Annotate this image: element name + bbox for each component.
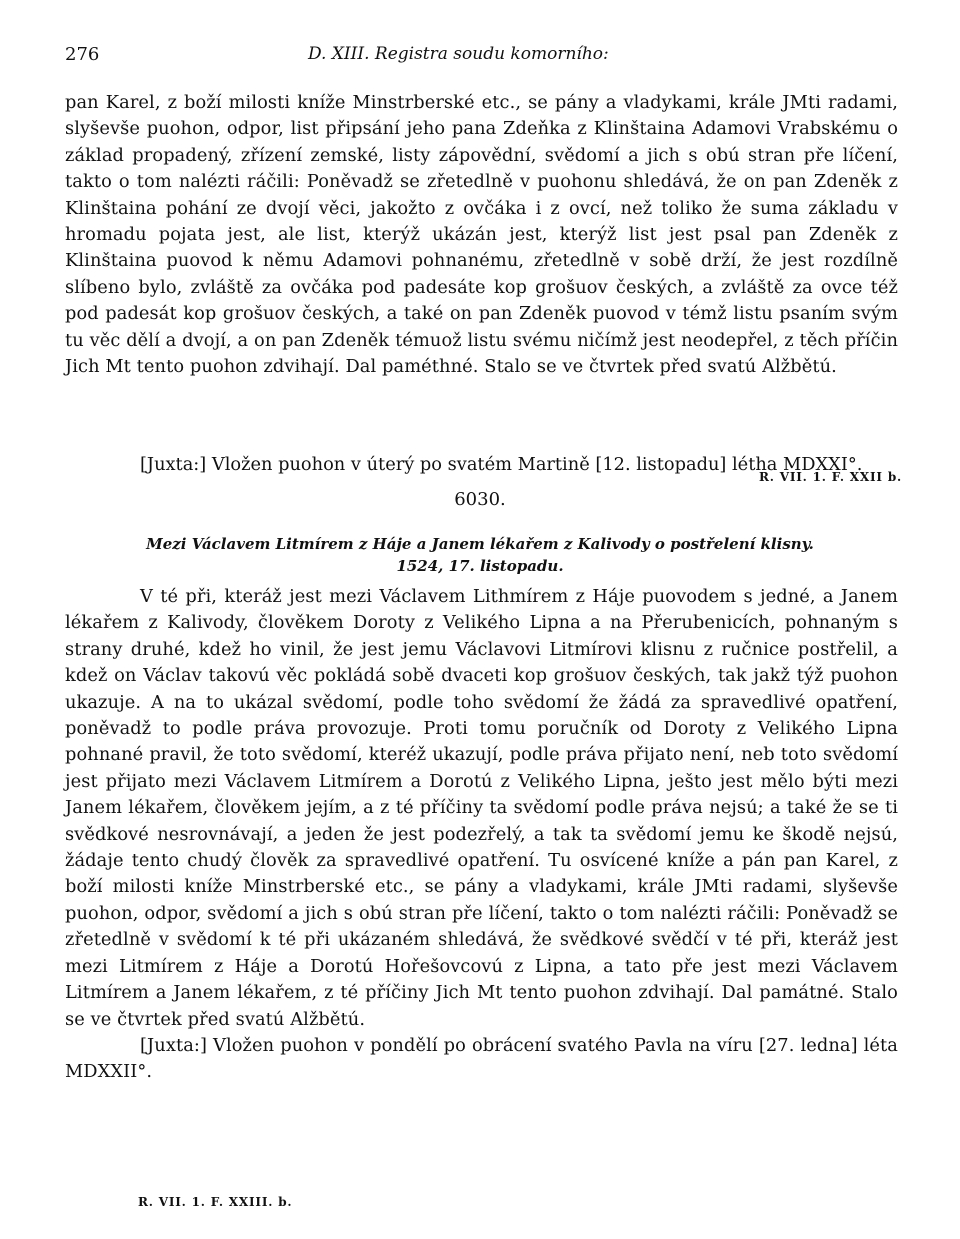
page-header	[65, 44, 900, 74]
source-reference-2: R. VII. 1. F. XXIII. b.	[138, 1195, 293, 1209]
entry-body-text	[65, 584, 898, 1086]
filing-note-2: [Juxta:] Vložen puohon v pondělí po obrácení svatého Pavla na víru [27. ledna] léta MDXXII°.	[65, 1034, 898, 1083]
entry-body-paragraph: V té při, kteráž jest mezi Václavem Lithmírem z Háje puovodem s jedné, a Janem lékařem z Kalivody, člověkem Doroty z Velikého Lipna a na Přerubenicích, pohnaným s strany druhé, kdež ho vinil, že jest jemu Václavovi Litmírovi klisnu z ručnice postřelil, a kdež on Václav takovú věc pokládá sobě dvaceti kop grošuov českých, tak jakž týž puohon ukazuje. A na to ukázal svědomí, podle toho svědomí že žádá za spravedlivé opatření, poněvadž to podle práva provozuje. Proti tomu poručník od Doroty z Velikého Lipna pohnané pravil, že toto svědomí, kteréž ukazují, podle práva přijato není, neb toto svědomí jest přijato mezi Václavem Litmírem a Dorotú z Velikého Lipna, ješto jest mělo býti mezi Janem lékařem, člověkem jejím, a z té příčiny ta svědomí podle práva nejsú; a také že se ti svědkové nesrovnávají, a jeden že jest podezřelý, a tak ta svědomí jemu ke škodě nejsú, žádaje tento chudý člověk za spravedlivé opatření. Tu osvícené kníže a pán pan Karel, z boží milosti kníže Minstrberské etc., se pány a vladykami, krále JMti radami, slyševše puohon, odpor, svědomí a jich s obú stran pře líčení, takto o tom nalézti ráčili: Poněvadž se zřetedlně v svědomí k té při ukázaném shledává, že svědkové svědčí v té při, kteráž jest mezi Litmírem z Háje a Dorotú Hořešovcovú z Lipna, a tato pře jest mezi Václavem Litmírem a Janem lékařem, z té příčiny Jich Mt tento puohon zdvihají. Dal památné. Stalo se ve čtvrtek před svatú Alžbětú.	[65, 586, 898, 1030]
filing-note-1	[65, 434, 898, 496]
continued-verdict-text	[65, 90, 898, 380]
entry-date: 1524, 17. listopadu.	[396, 557, 564, 575]
source-reference-1: R. VII. 1. F. XXII b.	[759, 470, 902, 484]
entry-title: Mezi Václavem Litmírem z Háje a Janem lékařem z Kalivody o postřelení klisny.	[146, 535, 814, 553]
running-title: D. XIII. Registra soudu komorního:	[308, 44, 609, 64]
continued-verdict-paragraph: pan Karel, z boží milosti kníže Minstrberské etc., se pány a vladykami, krále JMti radami, slyševše puohon, odpor, list připsání jeho pana Zdeňka z Klinštaina Adamovi Vrabskému o základ propadený, zřízení zemské, listy zápovědní, svědomí a jich s obú stran pře líčení, takto o tom nalézti ráčili: Poněvadž se zřetedlně v puohonu shledává, že on pan Zdeněk z Klinštaina pohání ze dvojí věci, jakožto z ovčáka i z ovcí, než toliko že suma základu v hromadu pojata jest, ale list, kterýž ukázán jest, kterýž list jest psal pan Zdeněk z Klinštaina puovod k němu Adamovi pohnanému, zřetedlně v sobě drží, že jest rozdílně slíbeno bylo, zvláště za ovčáka pod padesáte kop grošuov českých, a zvláště za ovce též pod padesát kop grošuov českých, a také on pan Zdeněk puovod v témž listu psaním svým tu věc dělí a dvojí, a on pan Zdeněk témuož listu svému ničímž jest neodepřel, z těch příčin Jich Mt tento puohon zdvihají. Dal paméthné. Stalo se ve čtvrtek před svatú Alžbětú.	[65, 92, 898, 378]
entry-number: 6030.	[454, 489, 506, 510]
page-number: 276	[65, 44, 100, 65]
filing-note-1-text: [Juxta:] Vložen puohon v úterý po svatém Martině [12. listopadu] létha MDXXI°.	[140, 453, 863, 475]
